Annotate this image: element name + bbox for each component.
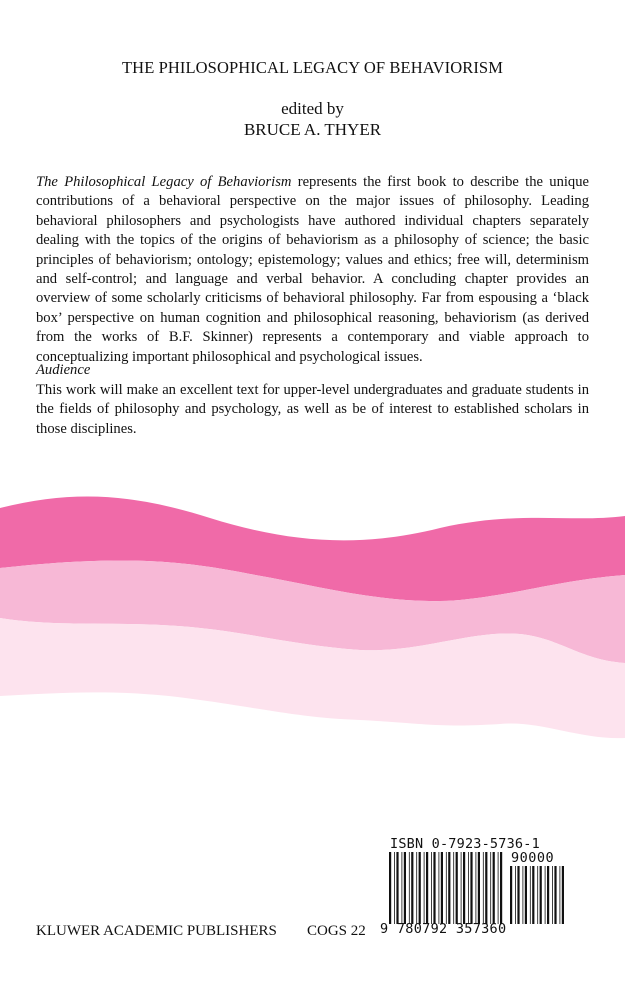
barcode-bar xyxy=(389,852,391,924)
barcode-bar xyxy=(560,866,561,924)
barcode-bar xyxy=(441,852,443,924)
barcode-bar xyxy=(396,852,398,924)
addon-barcode xyxy=(510,866,565,924)
barcode-bar xyxy=(431,852,432,924)
editor-name: BRUCE A. THYER xyxy=(243,120,382,139)
ean-barcode xyxy=(389,852,505,924)
barcode-bar xyxy=(500,852,502,924)
barcode-bar xyxy=(394,852,395,924)
barcode-bar xyxy=(433,852,435,924)
barcode-bar xyxy=(545,866,546,924)
description-book-title: The Philosophical Legacy of Behaviorism xyxy=(36,174,292,190)
ean-number: 9 780792 357360 xyxy=(380,921,507,937)
barcode-bar xyxy=(552,866,553,924)
barcode-price-code: 90000 xyxy=(511,850,555,866)
description-text: represents the first book to describe the unique contributions of a behavioral perspective on the major issues of philosophy. Leading behavioral philosophers and psychologists have authored individual chapters separately dealing with the topics of the origins of behaviorism as a philosophy of science; the basic principles of behaviorism; ontology; epistemology; values and ethics; free will, determinism and self-control; and language and verbal behavior. A concluding chapter provides an overview of some scholarly criticisms of behavioral philosophy. Far from espousing a ‘black box’ perspective on human cognition and philosophical reasoning, behaviorism (as derived from the works of B.F. Skinner) represents a contemporary and viable approach to conceptualizing important philosophical and psychological issues. xyxy=(36,174,589,365)
book-title: THE PHILOSOPHICAL LEGACY OF BEHAVIORISM xyxy=(122,58,503,77)
barcode-bar xyxy=(470,852,472,924)
barcode-bar xyxy=(426,852,428,924)
barcode-bar xyxy=(468,852,469,924)
barcode-bar xyxy=(517,866,519,924)
barcode-bar xyxy=(515,866,516,924)
audience-text: This work will make an excellent text for upper-level undergraduates and graduate students in the fields of philosophy and psychology, as well as be of interest to established scholars in those disciplines. xyxy=(36,382,589,437)
publisher-name: KLUWER ACADEMIC PUBLISHERS xyxy=(36,923,277,939)
barcode-bar xyxy=(547,866,549,924)
barcode-bar xyxy=(490,852,491,924)
barcode-bar xyxy=(532,866,534,924)
barcode-bar xyxy=(485,852,487,924)
audience-heading: Audience xyxy=(36,362,91,378)
barcode-bar xyxy=(537,866,538,924)
barcode-bar xyxy=(448,852,450,924)
barcode-bar xyxy=(540,866,542,924)
wave-decoration xyxy=(0,488,625,748)
barcode-bar xyxy=(530,866,531,924)
barcode-bar xyxy=(483,852,484,924)
book-description xyxy=(36,173,589,367)
barcode-bar xyxy=(453,852,454,924)
isbn-text: ISBN 0-7923-5736-1 xyxy=(390,836,540,852)
barcode-bar xyxy=(461,852,462,924)
barcode-bar xyxy=(476,852,477,924)
barcode-bar xyxy=(554,866,556,924)
barcode-bar xyxy=(463,852,465,924)
series-label: COGS 22 xyxy=(307,923,366,939)
barcode-bar xyxy=(404,852,406,924)
barcode-bar xyxy=(498,852,499,924)
barcode-bar xyxy=(456,852,458,924)
barcode-bar xyxy=(478,852,480,924)
barcode-bar xyxy=(562,866,564,924)
barcode-bar xyxy=(446,852,447,924)
barcode-bar xyxy=(493,852,495,924)
barcode-bar xyxy=(525,866,527,924)
barcode-bar xyxy=(510,866,512,924)
barcode-bar xyxy=(523,866,524,924)
barcode-bar xyxy=(409,852,410,924)
barcode-bar xyxy=(402,852,403,924)
barcode-bar xyxy=(439,852,440,924)
barcode-bar xyxy=(416,852,417,924)
edited-by-label: edited by xyxy=(281,99,344,118)
barcode-bar xyxy=(411,852,413,924)
barcode-bar xyxy=(424,852,425,924)
barcode-bar xyxy=(419,852,421,924)
